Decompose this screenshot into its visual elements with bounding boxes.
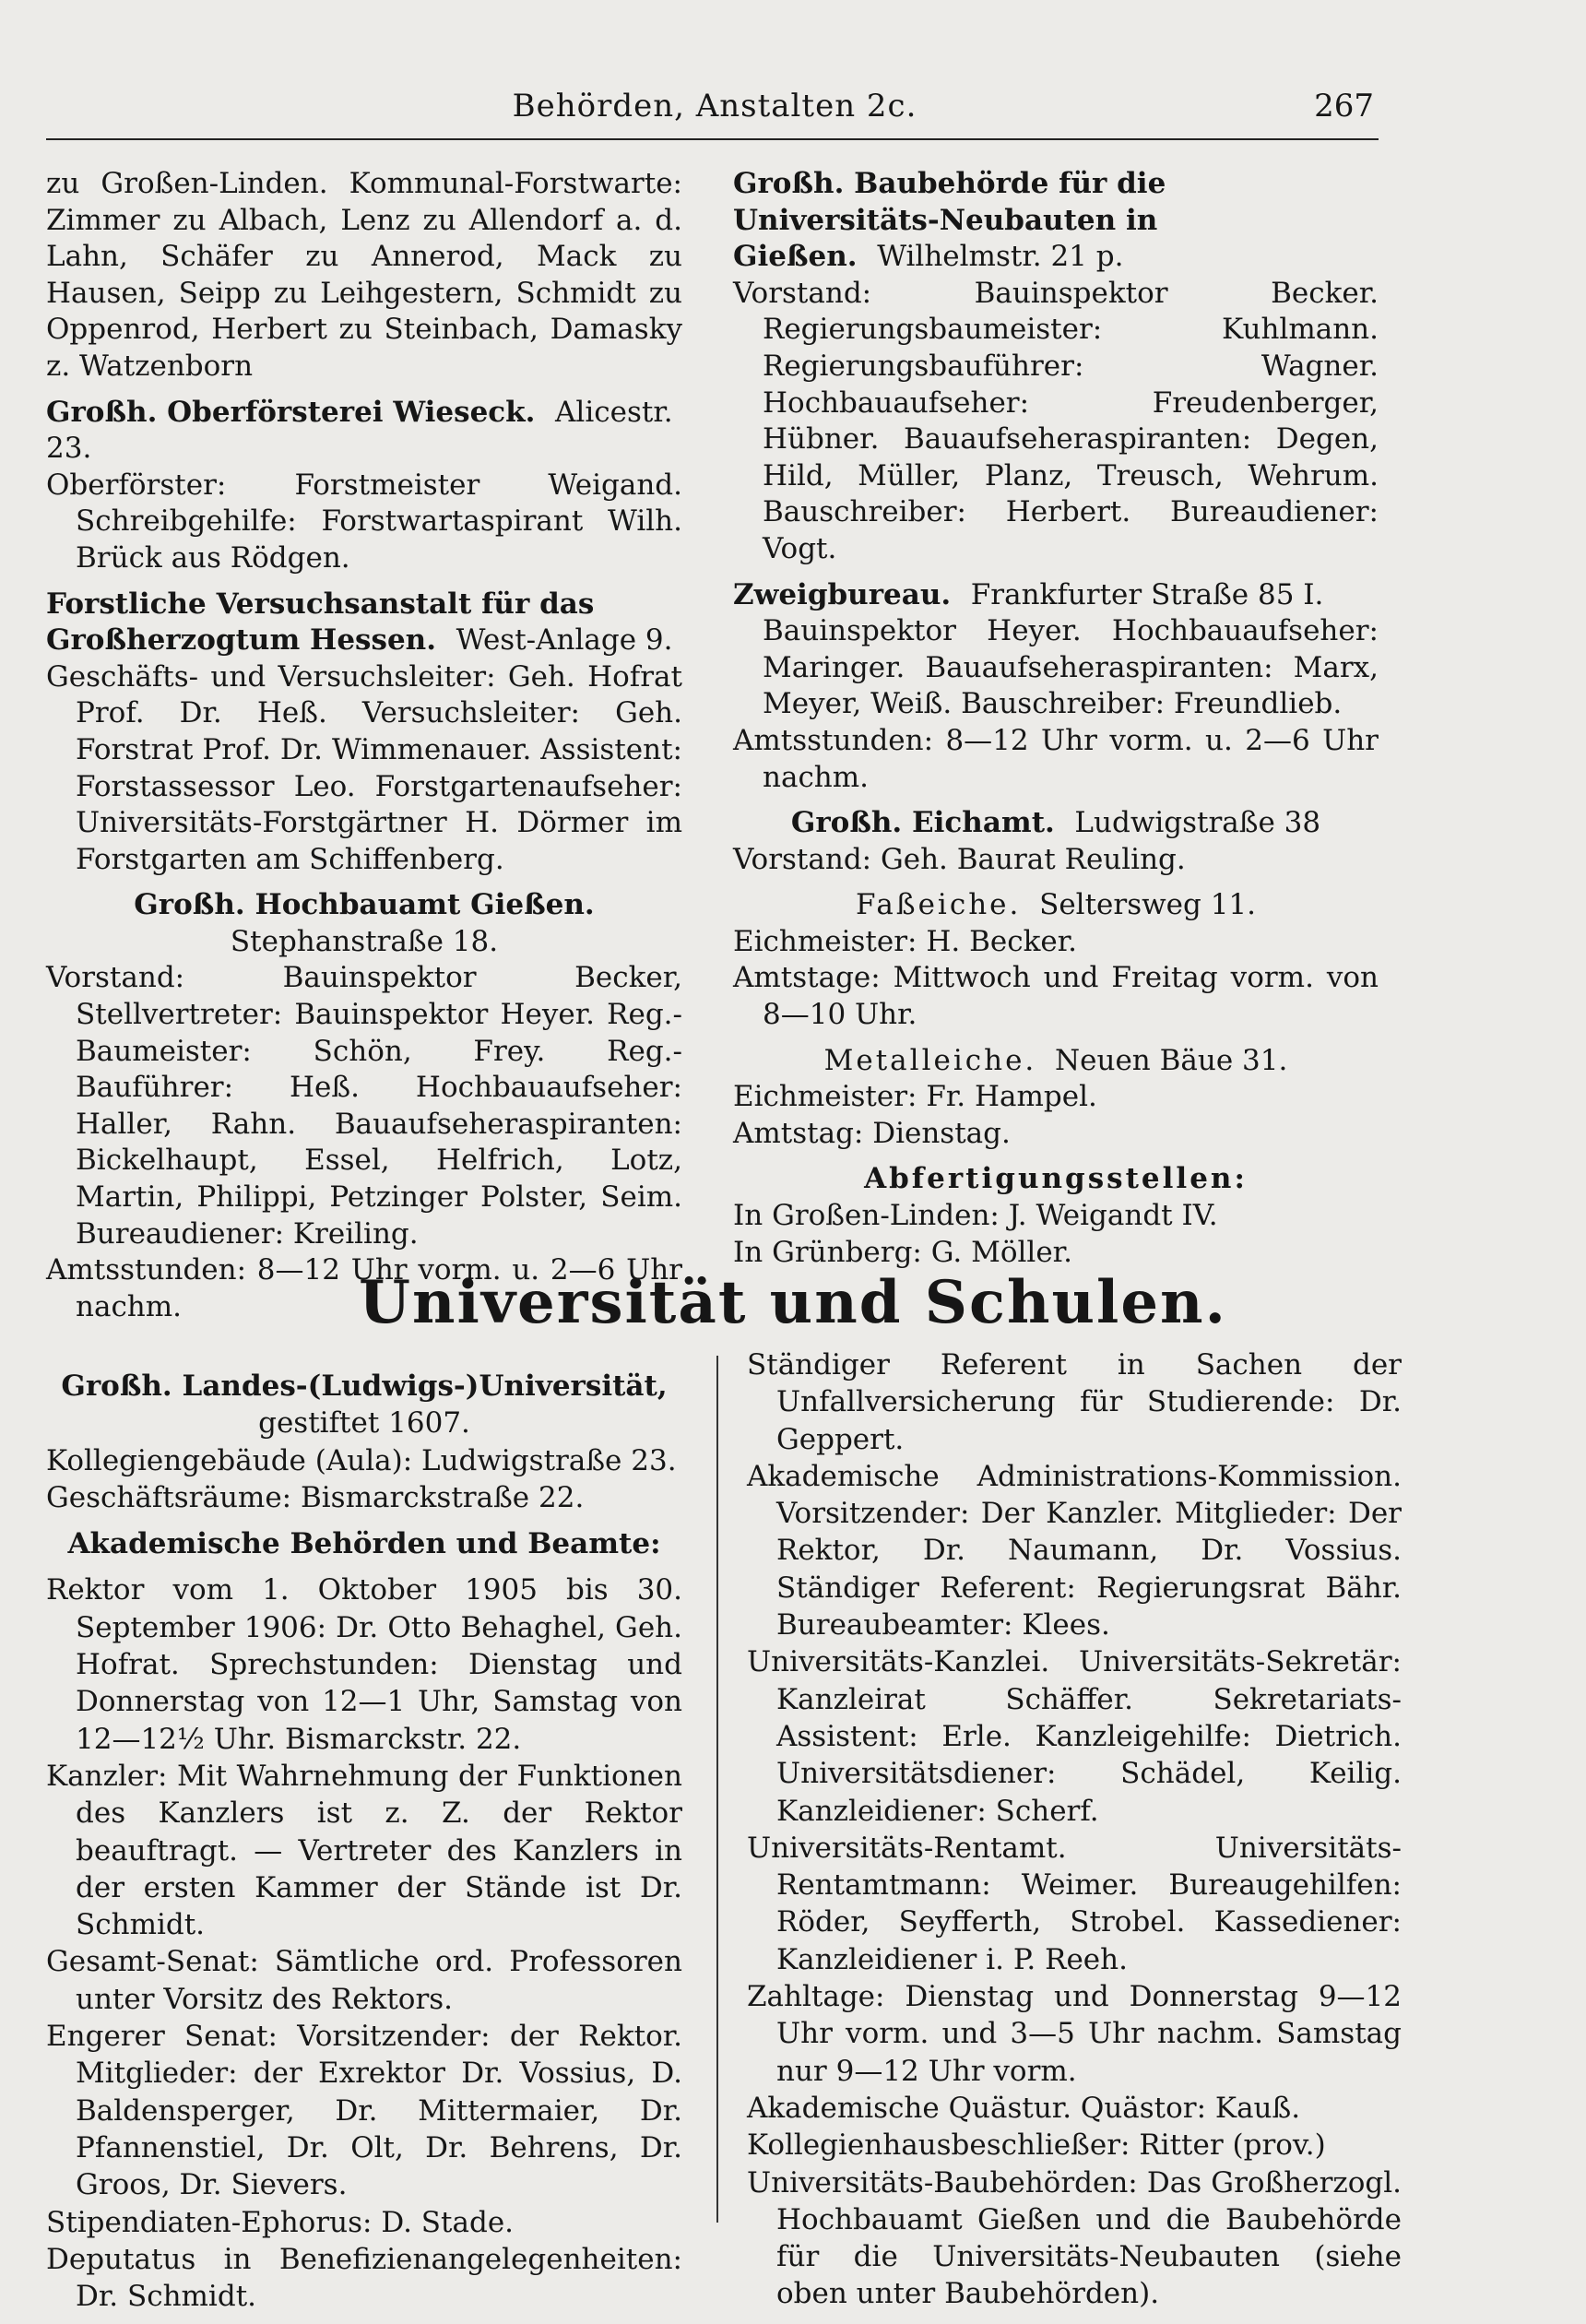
heading-address: Alicestr. 23. (46, 395, 673, 466)
heading-text: Forstliche Versuchsanstalt für das Großherzogtum Hessen. (46, 587, 595, 658)
paragraph: Geschäfts- und Versuchsleiter: Geh. Hofrat Prof. Dr. Heß. Versuchsleiter: Geh. Forstrat Prof. Dr. Wimmenauer. Assistent: Forstassessor Leo. Forstgartenaufseher: Universitäts-Forstgärtner H. Dörmer im Forstgarten am Schiffenberg. (46, 659, 682, 876)
column-bottom-left (46, 1360, 682, 2315)
heading-subtitle: gestiftet 1607. (258, 1406, 470, 1441)
page-number: 267 (1314, 88, 1374, 125)
paragraph: Gesamt-Senat: Sämtliche ord. Professoren unter Vorsitz des Rektors. (46, 1945, 682, 2016)
section-heading (733, 805, 1379, 842)
section-heading: Großh. Hochbauamt Gießen. (134, 888, 595, 922)
paragraph: Stipendiaten-Ephorus: D. Stade. (46, 2205, 515, 2239)
heading-text: Faßeiche. (855, 888, 1022, 922)
column-bottom-right (747, 1346, 1402, 2313)
heading-address: Neuen Bäue 31. (1055, 1043, 1288, 1077)
paragraph: Vorstand: Bauinspektor Becker. Regierungsbaumeister: Kuhlmann. Regierungsbauführer: Wagner. Hochbauaufseher: Freudenberger, Hübner. Bauaufseheraspiranten: Degen, Hild, Müller, Planz, Treusch, Wehrum. Bauschreiber: Herbert. Bureaudiener: Vogt. (733, 276, 1379, 565)
heading-address: Frankfurter Straße 85 I. (970, 577, 1324, 611)
paragraph: Amtsstunden: 8—12 Uhr vorm. u. 2—6 Uhr nachm. (46, 1253, 682, 1323)
paragraph: Universitäts-Rentamt. Universitäts-Rentamtmann: Weimer. Bureaugehilfen: Röder, Seyfferth, Strobel. Kassediener: Kanzleidiener i. P. Reeh. (747, 1831, 1402, 1976)
paragraph: Amtsstunden: 8—12 Uhr vorm. u. 2—6 Uhr nachm. (733, 723, 1379, 794)
section-heading: Großh. Landes-(Ludwigs-)Universität, (61, 1370, 668, 1403)
heading-address: West-Anlage 9. (456, 623, 673, 658)
section-heading (733, 166, 1379, 276)
paragraph: Rektor vom 1. Oktober 1905 bis 30. September 1906: Dr. Otto Behaghel, Geh. Hofrat. Sprechstunden: Dienstag und Donnerstag von 12—1 Uhr, Samstag von 12—12½ Uhr. Bismarckstr. 22. (46, 1573, 682, 1756)
paragraph: Akademische Administrations-Kommission. Vorsitzender: Der Kanzler. Mitglieder: Der Rektor, Dr. Naumann, Dr. Vossius. Ständiger Referent: Regierungsrat Bähr. Bureaubeamter: Klees. (747, 1459, 1402, 1642)
paragraph: Kollegienhausbeschließer: Ritter (prov.) (747, 2128, 1326, 2163)
heading-text: Großh. Eichamt. (790, 806, 1055, 840)
column-top-right (733, 166, 1379, 1271)
paragraph: Vorstand: Geh. Baurat Reuling. (733, 842, 1186, 876)
subsection-heading (733, 887, 1379, 924)
paragraph: In Grünberg: G. Möller. (733, 1235, 1072, 1269)
heading-text: Großh. Oberförsterei Wieseck. (46, 395, 536, 429)
section-heading (733, 577, 1379, 614)
column-top-left (46, 166, 682, 1325)
heading-address: Seltersweg 11. (1039, 888, 1257, 922)
running-title: Behörden, Anstalten 2c. (512, 88, 917, 125)
paragraph: Zahltage: Dienstag und Donnerstag 9—12 Uhr vorm. und 3—5 Uhr nachm. Samstag nur 9—12 Uhr vorm. (747, 1980, 1402, 2088)
paragraph: Amtstag: Dienstag. (733, 1116, 1011, 1150)
paragraph: Eichmeister: Fr. Hampel. (733, 1080, 1097, 1114)
header-rule (46, 138, 1379, 140)
heading-address: Ludwigstraße 38 (1074, 806, 1321, 840)
paragraph: Amtstage: Mittwoch und Freitag vorm. von 8—10 Uhr. (733, 961, 1379, 1032)
heading-text: Zweigbureau. (733, 577, 952, 611)
paragraph: Bauinspektor Heyer. Hochbauaufseher: Maringer. Bauaufseheraspiranten: Marx, Meyer, Weiß. Bauschreiber: Freundlieb. (763, 614, 1379, 721)
section-heading: Akademische Behörden und Beamte: (67, 1527, 661, 1561)
paragraph: zu Großen-Linden. Kommunal-Forstwarte: Zimmer zu Albach, Lenz zu Allendorf a. d. Lahn, Schäfer zu Annerod, Mack zu Hausen, Seipp zu Leihgestern, Schmidt zu Oppenrod, Herbert zu Steinbach, Damasky z. Watzenborn (46, 167, 682, 383)
paragraph: Geschäftsräume: Bismarckstraße 22. (46, 1480, 585, 1514)
section-heading (46, 587, 682, 659)
paragraph: Engerer Senat: Vorsitzender: der Rektor. Mitglieder: der Exrektor Dr. Vossius, D. Baldensperger, Dr. Mittermaier, Dr. Pfannenstiel, Dr. Olt, Dr. Behrens, Dr. Groos, Dr. Sievers. (46, 2020, 682, 2202)
paragraph: Vorstand: Bauinspektor Becker, Stellvertreter: Bauinspektor Heyer. Reg.-Baumeister: Schön, Frey. Reg.-Bauführer: Heß. Hochbauaufseher: Haller, Rahn. Bauaufseheraspiranten: Bickelhaupt, Essel, Helfrich, Lotz, Martin, Philippi, Petzinger Polster, Seim. Bureaudiener: Kreiling. (46, 961, 682, 1251)
paragraph: Oberförster: Forstmeister Weigand. Schreibgehilfe: Forstwartaspirant Wilh. Brück aus Rödgen. (46, 468, 682, 575)
paragraph: Universitäts-Baubehörden: Das Großherzogl. Hochbauamt Gießen und die Baubehörde für die Universitäts-Neubauten (siehe oben unter Baubehörden). (747, 2165, 1402, 2311)
heading-address: Wilhelmstr. 21 p. (877, 240, 1124, 274)
heading-address: Stephanstraße 18. (230, 924, 499, 958)
page-header (55, 88, 1374, 143)
paragraph: Eichmeister: H. Becker. (733, 924, 1077, 958)
section-title: Universität und Schulen. (359, 1268, 1227, 1337)
section-heading: Abfertigungsstellen: (864, 1162, 1248, 1196)
paragraph: Akademische Quästur. Quästor: Kauß. (747, 2091, 1301, 2125)
paragraph: Kollegiengebäude (Aula): Ludwigstraße 23. (46, 1443, 677, 1477)
paragraph: In Großen-Linden: J. Weigandt IV. (733, 1199, 1218, 1233)
section-heading (46, 395, 682, 468)
paragraph: Kanzler: Mit Wahrnehmung der Funktionen des Kanzlers ist z. Z. der Rektor beauftragt. — Vertreter des Kanzlers in der ersten Kammer der Stände ist Dr. Schmidt. (46, 1759, 682, 1942)
paragraph: Deputatus in Benefizienangelegenheiten: Dr. Schmidt. (46, 2242, 682, 2314)
heading-text: Großh. Baubehörde für die Universitäts-Neubauten in Gießen. (733, 167, 1166, 274)
heading-text: Metalleiche. (823, 1043, 1037, 1077)
paragraph: Ständiger Referent in Sachen der Unfallversicherung für Studierende: Dr. Geppert. (747, 1348, 1402, 1456)
paragraph: Universitäts-Kanzlei. Universitäts-Sekretär: Kanzleirat Schäffer. Sekretariats-Assistent: Erle. Kanzleigehilfe: Dietrich. Universitätsdiener: Schädel, Keilig. Kanzleidiener: Scherf. (747, 1645, 1402, 1828)
column-divider (716, 1356, 718, 2223)
subsection-heading (733, 1043, 1379, 1080)
